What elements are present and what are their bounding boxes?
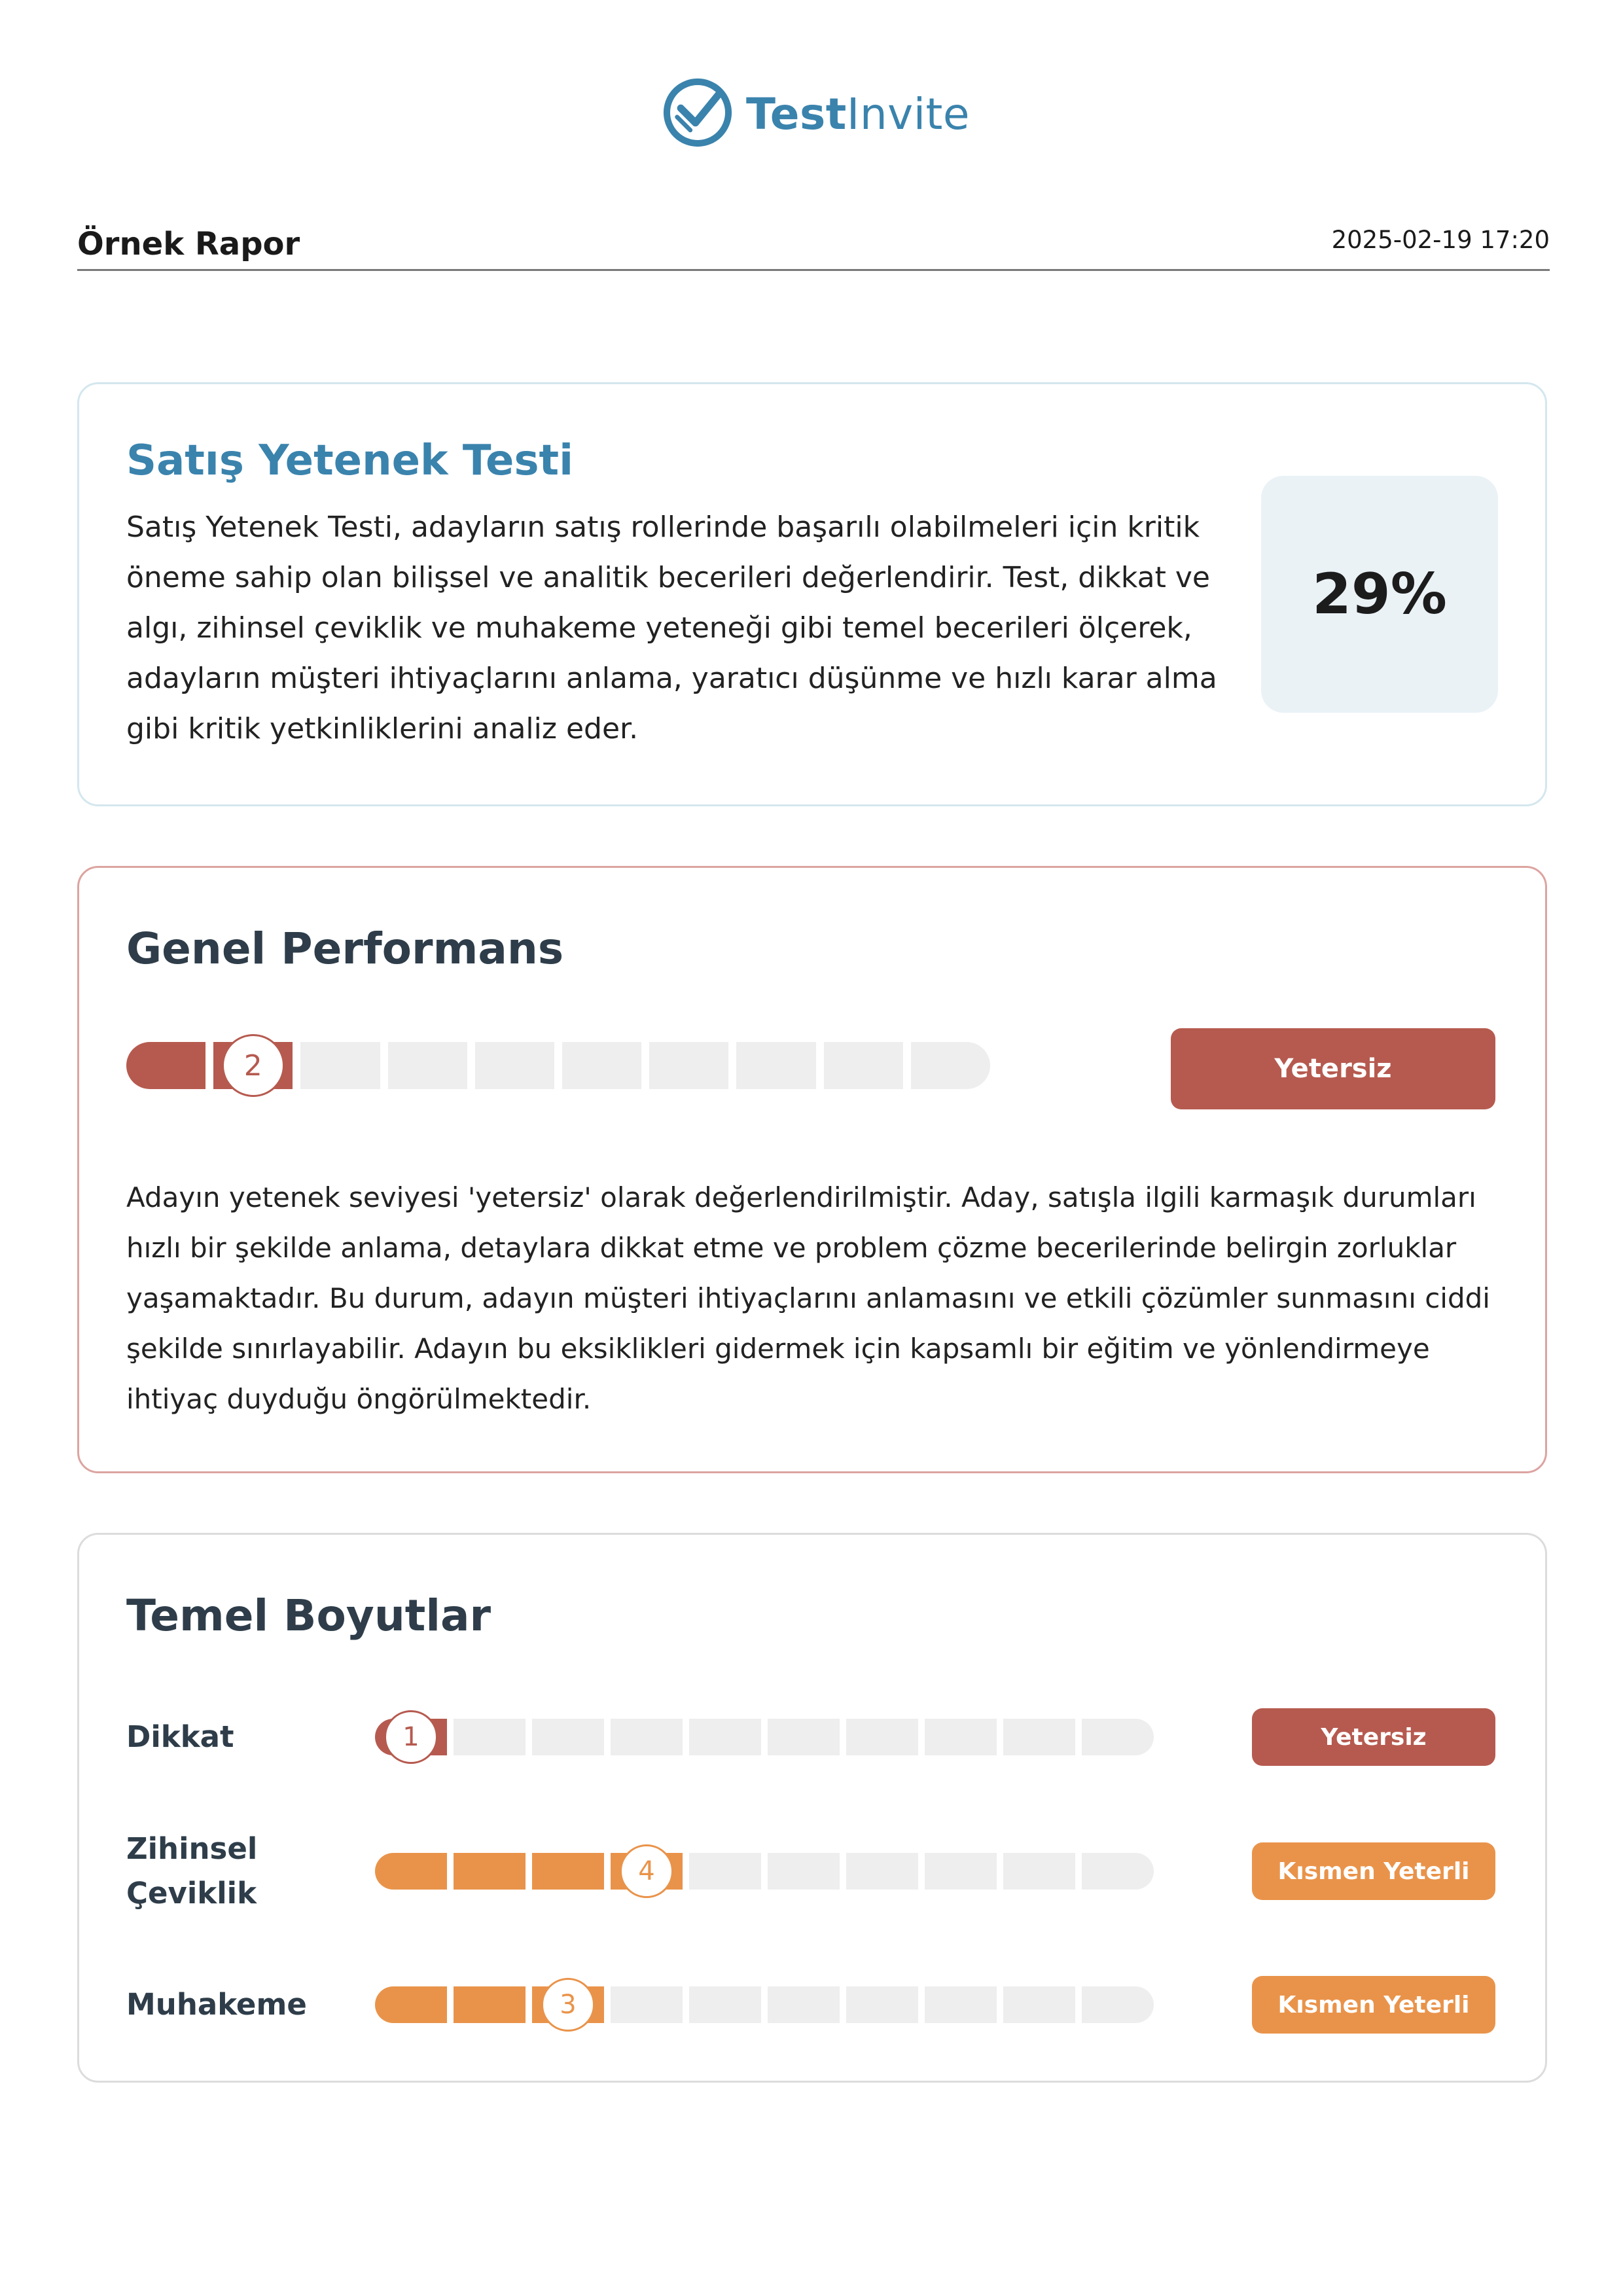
bar-segment-empty: [1082, 1719, 1154, 1755]
dimension-level-bar: [375, 1719, 1154, 1755]
dimension-level-badge: Kısmen Yeterli: [1252, 1842, 1495, 1900]
bar-segment-empty: [1003, 1853, 1075, 1890]
bar-segment-empty: [925, 1986, 997, 2023]
bar-segment-empty: [824, 1042, 903, 1089]
report-title: Örnek Rapor: [77, 226, 300, 262]
header-divider: [77, 269, 1550, 271]
test-title: Satış Yetenek Testi: [126, 437, 574, 485]
bar-segment-empty: [300, 1042, 380, 1089]
dimensions-card: [77, 1533, 1547, 2083]
dimension-level-badge: Kısmen Yeterli: [1252, 1976, 1495, 2034]
brand-logo: [661, 75, 970, 153]
bar-segment-empty: [925, 1719, 997, 1755]
level-marker: 3: [541, 1978, 595, 2032]
level-marker: 2: [222, 1034, 285, 1097]
bar-segment-empty: [475, 1042, 554, 1089]
test-description: Satış Yetenek Testi, adayların satış rollerinde başarılı olabilmeleri için kritik öneme sahip olan bilişsel ve analitik becerileri değerlendirir. Test, dikkat ve algı, zihinsel çeviklik ve muhakeme yeteneği gibi temel becerileri ölçerek, adayların müşteri ihtiyaçlarını anlama, yaratıcı düşünme ve hızlı karar alma gibi kritik yetkinliklerini analiz eder.: [126, 511, 1217, 745]
dimension-label: Muhakeme: [126, 1987, 307, 2022]
bar-segment-empty: [532, 1719, 604, 1755]
bar-segment-empty: [1082, 1853, 1154, 1890]
bar-segment-filled: [375, 1986, 447, 2023]
bar-segment-filled: [454, 1853, 526, 1890]
bar-segment-empty: [846, 1986, 918, 2023]
bar-segment-filled: [126, 1042, 205, 1089]
overall-level-bar: [126, 1042, 990, 1089]
bar-segment-empty: [1003, 1719, 1075, 1755]
report-date: 2025-02-19 17:20: [1331, 226, 1550, 254]
overall-performance-card: [77, 866, 1547, 1473]
dimension-level-bar: [375, 1986, 1154, 2023]
bar-segment-empty: [1003, 1986, 1075, 2023]
bar-segment-filled: [532, 1853, 604, 1890]
dimensions-title: Temel Boyutlar: [126, 1590, 491, 1641]
level-marker: 1: [384, 1710, 438, 1764]
overall-title: Genel Performans: [126, 924, 564, 974]
check-badge-icon: [661, 76, 734, 152]
dimension-level-badge: Yetersiz: [1252, 1708, 1495, 1766]
bar-segment-filled: [375, 1853, 447, 1890]
bar-segment-empty: [768, 1719, 840, 1755]
bar-segment-empty: [768, 1986, 840, 2023]
bar-segment-empty: [562, 1042, 641, 1089]
bar-segment-empty: [388, 1042, 467, 1089]
score-value: 29%: [1312, 562, 1447, 627]
bar-segment-empty: [846, 1719, 918, 1755]
dimension-label: Dikkat: [126, 1719, 234, 1754]
bar-segment-empty: [925, 1853, 997, 1890]
bar-segment-filled: [454, 1986, 526, 2023]
test-summary-card: [77, 382, 1547, 806]
overall-level-badge: Yetersiz: [1171, 1028, 1495, 1109]
score-box: [1261, 476, 1498, 713]
bar-segment-empty: [846, 1853, 918, 1890]
overall-description: Adayın yetenek seviyesi 'yetersiz' olarak değerlendirilmiştir. Aday, satışla ilgili karmaşık durumları hızlı bir şekilde anlama, detaylara dikkat etme ve problem çözme becerilerinde belirgin zorluklar yaşamaktadır. Bu durum, adayın müşteri ihtiyaçlarını anlamasını ve etkili çözümler sunmasını ciddi şekilde sınırlayabilir. Adayın bu eksiklikleri gidermek için kapsamlı bir eğitim ve yönlendirmeye ihtiyaç duyduğu öngörülmektedir.: [126, 1181, 1490, 1415]
bar-segment-empty: [689, 1986, 761, 2023]
dimension-label: Zihinsel Çeviklik: [126, 1831, 258, 1910]
dimension-level-bar: [375, 1853, 1154, 1890]
bar-segment-empty: [911, 1042, 990, 1089]
bar-segment-empty: [689, 1719, 761, 1755]
bar-segment-empty: [649, 1042, 728, 1089]
bar-segment-empty: [1082, 1986, 1154, 2023]
bar-segment-empty: [454, 1719, 526, 1755]
bar-segment-empty: [611, 1986, 683, 2023]
bar-segment-empty: [611, 1719, 683, 1755]
bar-segment-empty: [736, 1042, 815, 1089]
level-marker: 4: [620, 1844, 673, 1898]
brand-name: TestInvite: [746, 88, 971, 139]
bar-segment-empty: [768, 1853, 840, 1890]
bar-segment-empty: [689, 1853, 761, 1890]
